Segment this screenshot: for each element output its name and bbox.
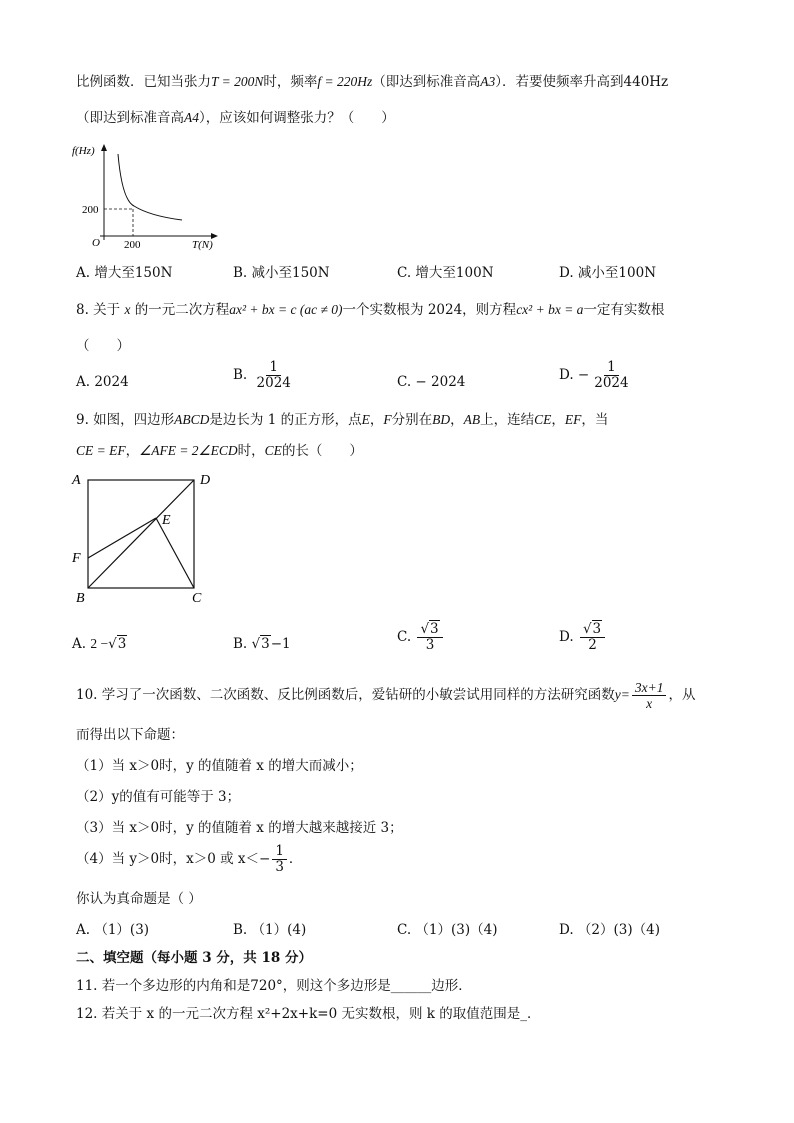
q7-option-a: A. 增大至150N	[76, 265, 173, 281]
q8-option-a: A. 2024	[76, 374, 129, 390]
q8-option-b-fraction	[254, 360, 294, 391]
q10-text: （4）当 y＞0时，x＞0 或 x＜−	[76, 851, 271, 867]
q9-option-a-radicand: 3	[117, 636, 127, 652]
q7-origin-label: O	[92, 237, 100, 249]
q9-option-d-prefix: D.	[559, 629, 574, 645]
q8-line-2: （ ）	[76, 338, 130, 354]
q7-y-arrow	[101, 144, 107, 151]
q8-option-b	[233, 360, 296, 391]
q10-text: ，从	[668, 687, 696, 703]
q9-option-d	[559, 622, 607, 653]
q8-text: 的一元二次方程	[134, 302, 230, 318]
q10-function-num: 3x+1	[632, 680, 667, 696]
q9-option-c-sqrt: √3	[420, 621, 439, 637]
q9-text: ，	[369, 412, 384, 428]
q9-option-c-num	[417, 622, 442, 638]
q8-option-d-num: 1	[604, 360, 619, 376]
q7-text: （即达到标准音高	[76, 110, 184, 126]
q9-option-a-prefix: A.	[72, 636, 87, 652]
q9-label-d: D	[200, 473, 211, 488]
q9-option-a	[72, 634, 127, 654]
q9-option-a-sqrt: √3	[108, 636, 127, 652]
q11-text: 11. 若一个多边形的内角和是720°，则这个多边形是______边形．	[76, 978, 472, 994]
q7-text: ）．若要使频率升高到440Hz	[495, 74, 669, 90]
q10-function-den: x	[646, 696, 653, 711]
q9-option-c-den: 3	[425, 637, 435, 653]
q9-figure	[68, 468, 228, 608]
q9-math: ABCD	[174, 412, 210, 427]
q7-text: ），应该如何调整张力？（ ）	[199, 110, 395, 126]
q9-label-f: F	[72, 551, 81, 566]
q10-option-b: B. （1）(4)	[233, 922, 307, 938]
q7-y-tick: 200	[82, 204, 99, 216]
q10-line-1	[76, 680, 695, 711]
q8-option-b-prefix: B.	[233, 367, 248, 383]
q9-math: CE	[534, 412, 552, 427]
q9-option-b-prefix: B.	[233, 636, 248, 652]
q8-line-1	[76, 300, 664, 320]
q10-proposition-1: （1）当 x＞0时，y 的值随着 x 的增大而减小；	[76, 758, 363, 774]
q7-text: 时，频率	[263, 74, 318, 90]
q7-curve	[118, 154, 182, 220]
q9-segment-fe	[88, 518, 156, 558]
q7-option-c: C. 增大至100N	[397, 265, 494, 281]
q8-option-d-prefix: D. −	[559, 367, 590, 383]
section-2-title: 二、填空题（每小题 3 分，共 18 分）	[76, 950, 312, 966]
q8-text: 一个实数根为 2024，则方程	[342, 302, 517, 318]
q9-option-c-prefix: C.	[397, 629, 412, 645]
q7-text: 比例函数．已知当张力	[76, 74, 211, 90]
q9-option-b-sqrt: √3	[251, 636, 270, 652]
q7-line-1	[76, 72, 668, 92]
q10-proposition-4	[76, 844, 302, 875]
q7-math-frequency: f = 220Hz	[317, 74, 373, 89]
q10-math-y: y=	[614, 687, 630, 702]
q8-option-d-fraction	[591, 360, 631, 391]
q9-option-b-radicand: 3	[261, 636, 270, 652]
q9-label-b: B	[76, 591, 85, 606]
q10-text: ．	[288, 851, 303, 867]
q9-text: 分别在	[391, 412, 433, 428]
q9-option-d-radicand: 3	[592, 621, 602, 637]
q9-text: 9. 如图，四边形	[76, 412, 175, 428]
q9-text: 是边长为 1 的正方形，点	[209, 412, 362, 428]
q9-line-2	[76, 441, 363, 461]
q7-option-d: D. 减小至100N	[559, 265, 657, 281]
q7-option-b: B. 减小至150N	[233, 265, 330, 281]
q9-math: AB	[463, 412, 481, 427]
q9-option-a-text: 2 −	[90, 636, 109, 651]
q8-text: 一定有实数根	[583, 302, 665, 318]
q9-line-1	[76, 410, 608, 430]
q8-option-d	[559, 360, 634, 391]
q9-text: 的长（ ）	[281, 443, 363, 459]
q8-option-b-num: 1	[266, 360, 281, 376]
q10-ask: 你认为真命题是（ ）	[76, 891, 202, 907]
q10-p4-den: 3	[275, 859, 284, 875]
q8-equation-1: ax² + bx = c (ac ≠ 0)	[229, 302, 343, 317]
q9-option-b	[233, 634, 291, 654]
q10-p4-fraction	[272, 844, 287, 875]
q9-label-a: A	[72, 473, 81, 488]
q10-option-d: D. （2）(3)（4)	[559, 922, 660, 938]
q8-math-x: x	[124, 302, 131, 317]
q7-math-tension: T = 200N	[211, 74, 264, 89]
q9-option-b-text: −1	[270, 636, 291, 652]
q10-option-a: A. （1）(3)	[76, 922, 150, 938]
q9-math: CE	[264, 443, 282, 458]
q7-math-a4: A4	[184, 110, 199, 125]
q10-option-c: C. （1）(3)（4)	[397, 922, 498, 938]
q9-segment-ec	[156, 518, 194, 588]
q9-text: 上，连结	[480, 412, 535, 428]
q9-option-c	[397, 622, 445, 653]
q9-math: CE = EF	[76, 443, 126, 458]
q7-x-tick: 200	[124, 239, 141, 251]
q10-text: 10. 学习了一次函数、二次函数、反比例函数后，爱钻研的小敏尝试用同样的方法研究函数	[76, 687, 615, 703]
q9-math: F	[383, 412, 392, 427]
q8-option-d-den: 2024	[594, 375, 629, 391]
q9-option-d-sqrt: √3	[582, 621, 602, 637]
q9-math: BD	[432, 412, 451, 427]
q10-p4-num: 1	[272, 844, 287, 860]
q9-option-d-num	[580, 622, 605, 638]
q7-y-label: f(Hz)	[72, 145, 95, 157]
q8-option-b-den: 2024	[256, 375, 291, 391]
q9-math: EF	[564, 412, 582, 427]
q8-option-c: C. − 2024	[397, 374, 466, 390]
q7-x-label: T(N)	[192, 239, 213, 251]
q9-option-d-fraction	[580, 622, 605, 653]
q9-option-c-fraction	[417, 622, 442, 653]
q8-equation-2: cx² + bx = a	[516, 302, 584, 317]
q9-text: ，当	[581, 412, 609, 428]
q7-text: （即达到标准音高	[372, 74, 481, 90]
q9-text: ，	[125, 443, 140, 459]
q9-option-d-den: 2	[588, 637, 597, 653]
q9-text: ，	[551, 412, 565, 428]
q9-text: 时，	[237, 443, 265, 459]
q9-label-c: C	[192, 591, 202, 606]
q9-math: E	[361, 412, 370, 427]
q10-function-fraction	[632, 680, 667, 711]
q9-label-e: E	[162, 513, 171, 528]
q10-proposition-3: （3）当 x＞0时，y 的值随着 x 的增大越来越接近 3；	[76, 820, 403, 836]
q9-text: ，	[450, 412, 464, 428]
q8-text: 8. 关于	[76, 302, 121, 318]
q7-graph	[70, 140, 220, 252]
q7-line-2	[76, 108, 395, 128]
q12-text: 12. 若关于 x 的一元二次方程 x²+2x+k=0 无实数根，则 k 的取值范围是_．	[76, 1006, 541, 1022]
q9-math: ∠AFE = 2∠ECD	[139, 443, 238, 458]
q7-math-a3: A3	[480, 74, 496, 89]
q10-line-2: 而得出以下命题：	[76, 727, 184, 743]
q10-proposition-2: （2）y的值有可能等于 3；	[76, 789, 241, 805]
q9-diagonal-bd	[88, 480, 194, 588]
q9-option-c-radicand: 3	[430, 621, 439, 637]
